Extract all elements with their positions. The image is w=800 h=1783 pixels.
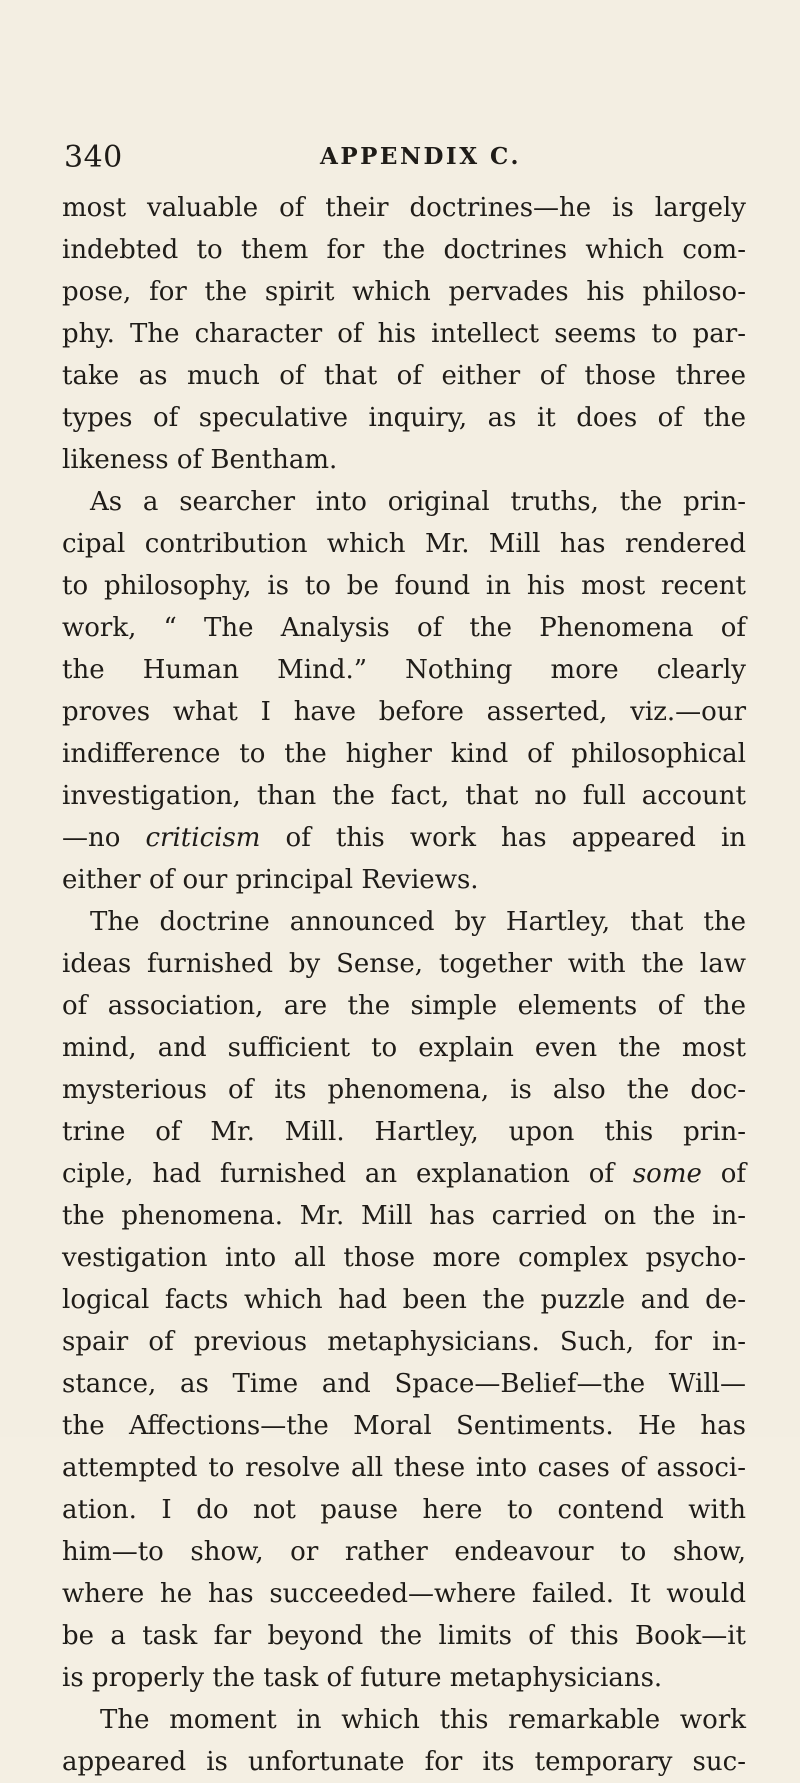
text-line: ation. I do not pause here to contend with [62, 1495, 746, 1525]
text-line: phy. The character of his intellect seems to par- [62, 319, 746, 349]
text-line: ideas furnished by Sense, together with the law [62, 949, 746, 979]
text-line: As a searcher into original truths, the prin- [90, 487, 746, 517]
text-line: him—to show, or rather endeavour to show, [62, 1537, 746, 1567]
text-line: where he has succeeded—where failed. It would [62, 1579, 746, 1609]
text-line: the Affections—the Moral Sentiments. He has [62, 1411, 746, 1441]
text-line: The doctrine announced by Hartley, that the [90, 907, 746, 937]
text-line: vestigation into all those more complex psycho- [62, 1243, 746, 1273]
text-line: pose, for the spirit which pervades his philoso- [62, 277, 746, 307]
text-line: cipal contribution which Mr. Mill has rendered [62, 529, 746, 559]
text-line: proves what I have before asserted, viz.—our [62, 697, 746, 727]
text-line: investigation, than the fact, that no full account [62, 781, 746, 811]
text-run: ciple, had furnished an explanation of [62, 1159, 614, 1189]
text-line: the phenomena. Mr. Mill has carried on the in- [62, 1201, 746, 1231]
text-line: be a task far beyond the limits of this Book—it [62, 1621, 746, 1651]
text-line: the Human Mind.” Nothing more clearly [62, 655, 746, 685]
text-run: —no [62, 823, 121, 853]
text-line: mysterious of its phenomena, is also the doc- [62, 1075, 746, 1105]
text-line: logical facts which had been the puzzle and de- [62, 1285, 746, 1315]
text-line: appeared is unfortunate for its temporary suc- [62, 1747, 746, 1777]
text-line: The moment in which this remarkable work [100, 1705, 746, 1735]
text-line: either of our principal Reviews. [62, 865, 479, 895]
text-line: of association, are the simple elements of the [62, 991, 746, 1021]
italic-word: criticism [145, 823, 261, 853]
italic-word: some [632, 1159, 702, 1189]
text-line: is properly the task of future metaphysicians. [62, 1663, 663, 1693]
text-line: indebted to them for the doctrines which com- [62, 235, 746, 265]
text-line-italic [62, 1153, 746, 1195]
text-line: likeness of Bentham. [62, 445, 338, 475]
running-head: APPENDIX C. [320, 143, 521, 170]
text-line-italic [62, 817, 746, 859]
text-line: to philosophy, is to be found in his most recent [62, 571, 746, 601]
text-line: trine of Mr. Mill. Hartley, upon this prin- [62, 1117, 746, 1147]
text-line: spair of previous metaphysicians. Such, for in- [62, 1327, 746, 1357]
page-number: 340 [64, 140, 123, 175]
body-text [62, 187, 746, 1783]
text-run: of this work has appeared in [285, 823, 747, 853]
text-line: most valuable of their doctrines—he is largely [62, 193, 746, 223]
text-line: mind, and sufficient to explain even the most [62, 1033, 746, 1063]
text-line: indifference to the higher kind of philosophical [62, 739, 746, 769]
text-line: attempted to resolve all these into cases of associ- [62, 1453, 746, 1483]
text-line: types of speculative inquiry, as it does of the [62, 403, 746, 433]
text-line: work, “ The Analysis of the Phenomena of [62, 613, 746, 643]
text-line: take as much of that of either of those three [62, 361, 746, 391]
text-line: stance, as Time and Space—Belief—the Will— [62, 1369, 746, 1399]
page-header [64, 140, 744, 180]
text-run: of [720, 1159, 747, 1189]
